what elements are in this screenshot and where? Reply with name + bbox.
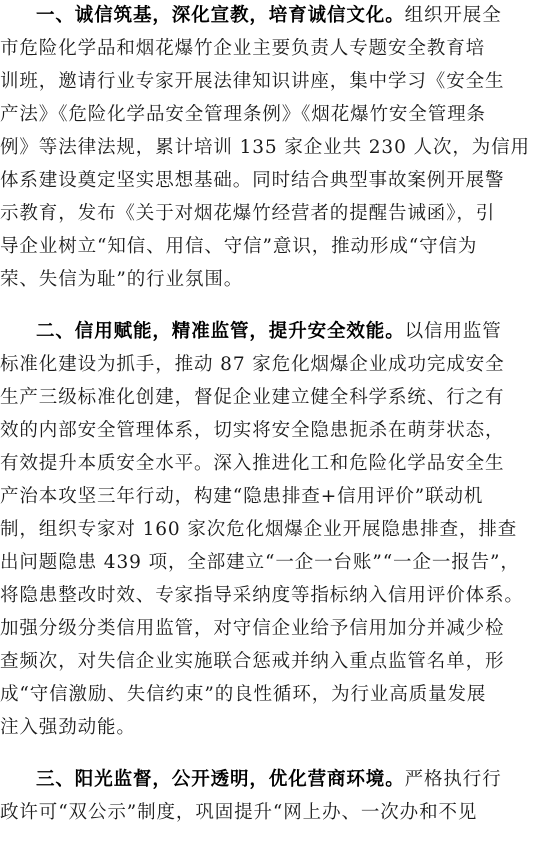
section-1-heading: 一、诚信筑基，深化宣教，培育诚信文化。 — [36, 5, 405, 26]
paragraph-1-first-line — [36, 3, 502, 29]
paragraph-3-first-line — [36, 767, 502, 793]
paragraph-line: 产法》《危险化学品安全管理条例》《烟花爆竹安全管理条 — [0, 104, 486, 125]
paragraph-line: 生产三级标准化创建，督促企业建立健全科学系统、行之有 — [0, 387, 505, 408]
paragraph-line: 注入强劲动能。 — [0, 717, 136, 738]
paragraph-line: 制，组织专家对 160 家次危化烟爆企业开展隐患排查，排查 — [0, 519, 518, 540]
section-3-heading: 三、阳光监督，公开透明，优化营商环境。 — [36, 769, 405, 790]
section-2-heading: 二、信用赋能，精准监管，提升安全效能。 — [36, 321, 405, 342]
paragraph-line: 示教育，发布《关于对烟花爆竹经营者的提醒告诫函》，引 — [0, 203, 496, 224]
paragraph-line: 有效提升本质安全水平。深入推进化工和危险化学品安全生 — [0, 453, 505, 474]
paragraph-line: 标准化建设为抓手，推动 87 家危化烟爆企业成功完成安全 — [0, 354, 505, 375]
paragraph-text: 以信用监管 — [404, 321, 502, 342]
paragraph-line: 查频次，对失信企业实施联合惩戒并纳入重点监管名单，形 — [0, 651, 505, 672]
paragraph-line: 出问题隐患 439 项，全部建立“一企一台账”“一企一报告”， — [0, 552, 520, 573]
paragraph-line: 效的内部安全管理体系，切实将安全隐患扼杀在萌芽状态， — [0, 420, 505, 441]
paragraph-text: 组织开展全 — [404, 5, 502, 26]
paragraph-line: 训班，邀请行业专家开展法律知识讲座，集中学习《安全生 — [0, 71, 505, 92]
paragraph-line: 体系建设奠定坚实思想基础。同时结合典型事故案例开展警 — [0, 170, 505, 191]
paragraph-line: 政许可“双公示”制度，巩固提升“网上办、一次办和不见 — [0, 802, 478, 823]
paragraph-line: 荣、失信为耻”的行业氛围。 — [0, 269, 244, 290]
paragraph-2-first-line — [36, 319, 502, 345]
paragraph-line: 市危险化学品和烟花爆竹企业主要负责人专题安全教育培 — [0, 38, 486, 59]
paragraph-line: 成“守信激励、失信约束”的良性循环，为行业高质量发展 — [0, 684, 487, 705]
paragraph-line: 将隐患整改时效、专家指导采纳度等指标纳入信用评价体系。 — [0, 585, 524, 606]
paragraph-line: 加强分级分类信用监管，对守信企业给予信用加分并减少检 — [0, 618, 505, 639]
paragraph-line: 导企业树立“知信、用信、守信”意识，推动形成“守信为 — [0, 236, 478, 257]
paragraph-line: 例》等法律法规，累计培训 135 家企业共 230 人次，为信用 — [0, 137, 530, 158]
paragraph-line: 产治本攻坚三年行动，构建“隐患排查+信用评价”联动机 — [0, 486, 484, 507]
paragraph-text: 严格执行行 — [404, 769, 502, 790]
